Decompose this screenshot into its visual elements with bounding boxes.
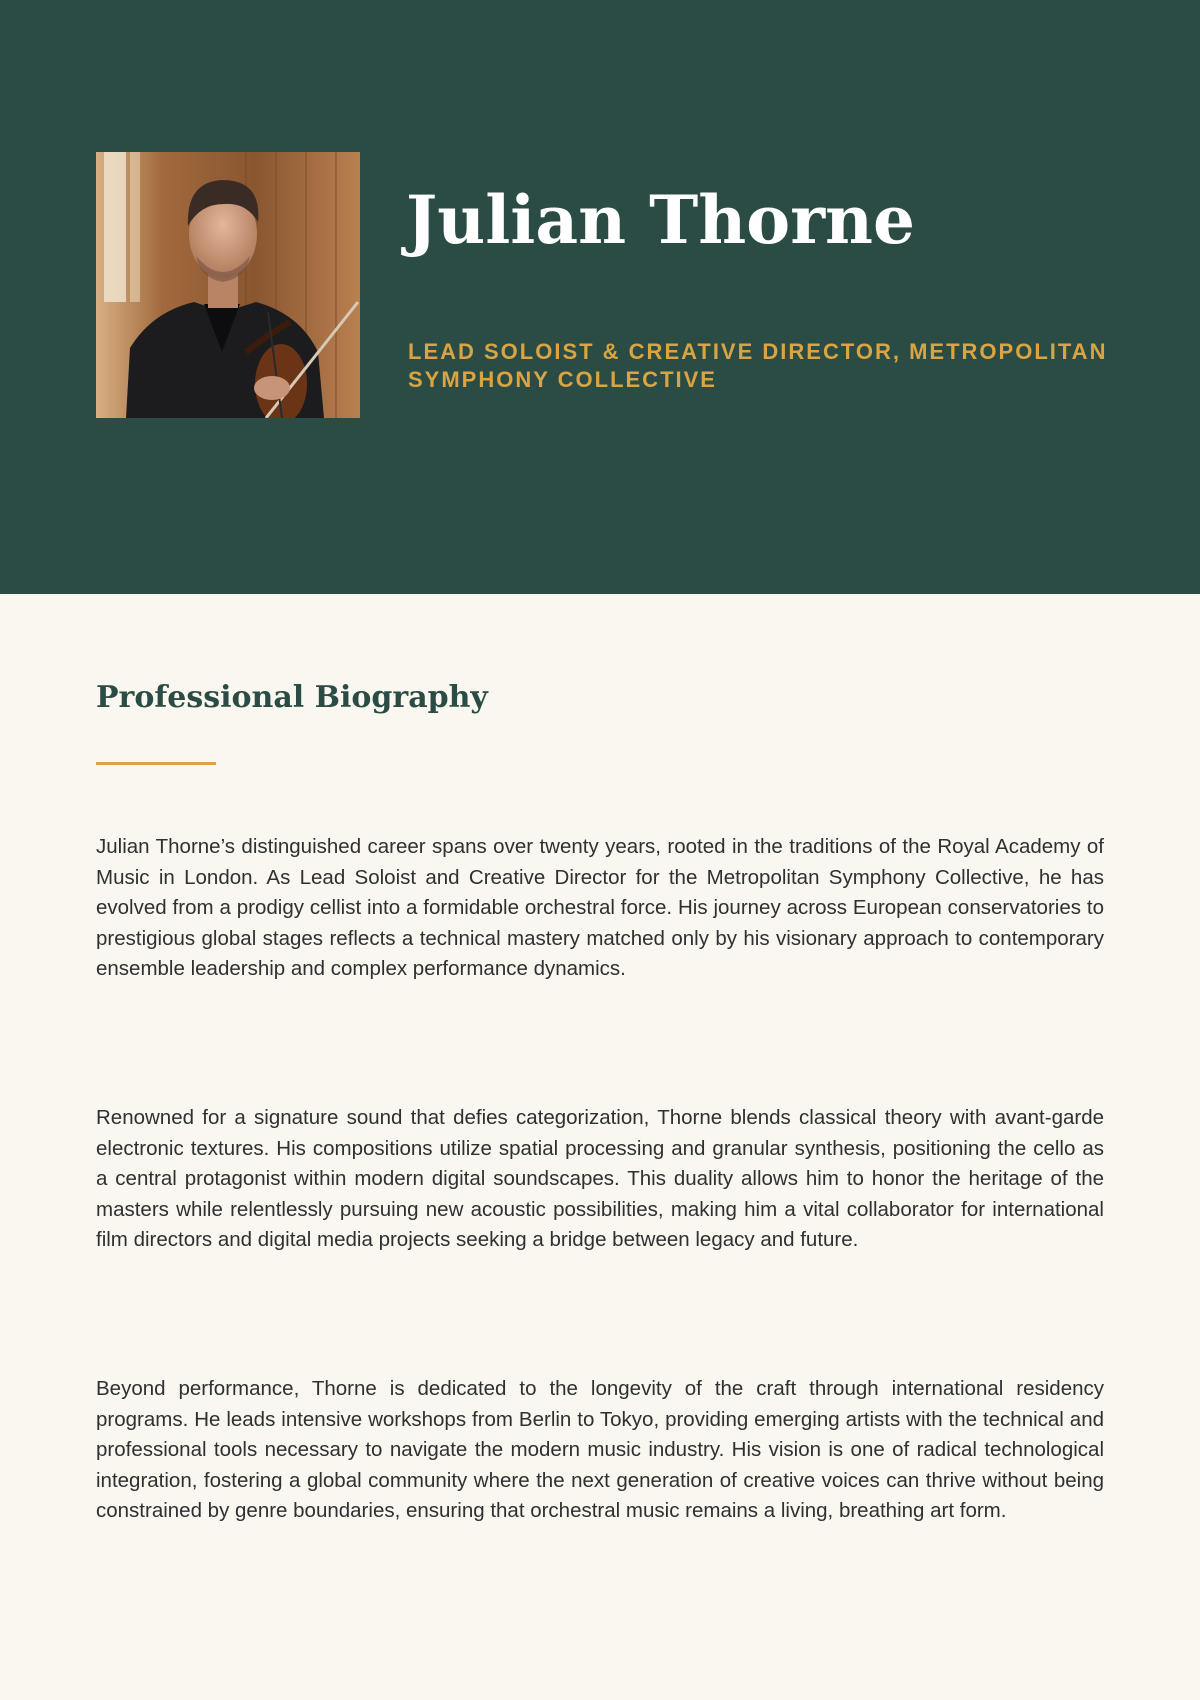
artist-name: Julian Thorne xyxy=(406,181,915,259)
biography-paragraph: Beyond performance, Thorne is dedicated to the longevity of the craft through international residency programs. He leads intensive workshops from Berlin to Tokyo, providing emerging artists with the technical and professional tools necessary to navigate the modern music industry. His vision is one of radical technological integration, fostering a global community where the next generation of creative voices can thrive without being constrained by genre boundaries, ensuring that orchestral music remains a living, breathing art form. xyxy=(96,1377,1104,1522)
section-title: Professional Biography xyxy=(96,680,488,715)
biography-paragraph: Renowned for a signature sound that defies categorization, Thorne blends classical theory with avant-garde electronic textures. His compositions utilize spatial processing and granular synthesis, positioning the cello as a central protagonist within modern digital soundscapes. This duality allows him to honor the heritage of the masters while relentlessly pursuing new acoustic possibilities, making him a vital collaborator for international film directors and digital media projects seeking a bridge between legacy and future. xyxy=(96,1106,1104,1251)
biography-paragraph: Julian Thorne’s distinguished career spans over twenty years, rooted in the traditions of the Royal Academy of Music in London. As Lead Soloist and Creative Director for the Metropolitan Symphony Collective, he has evolved from a prodigy cellist into a formidable orchestral force. His journey across European conservatories to prestigious global stages reflects a technical mastery matched only by his visionary approach to contemporary ensemble leadership and complex performance dynamics. xyxy=(96,835,1104,980)
artist-role: LEAD SOLOIST & CREATIVE DIRECTOR, METROPOLITAN SYMPHONY COLLECTIVE xyxy=(408,339,1108,392)
hero-header xyxy=(0,0,1200,594)
portrait-photo xyxy=(96,152,360,418)
title-underline xyxy=(96,762,216,765)
